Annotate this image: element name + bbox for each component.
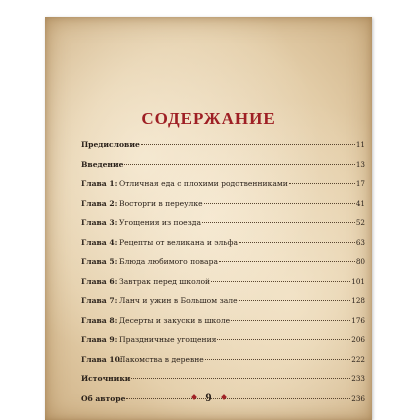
toc-entry-page: 236	[351, 393, 365, 403]
toc-entry-label: Глава 7:	[81, 296, 118, 305]
dot-leader	[231, 320, 350, 321]
toc-entry	[81, 355, 365, 375]
toc-entry-title: Ланч и ужин в Большом зале	[119, 296, 238, 305]
toc-entry-page: 80	[355, 257, 365, 266]
right-diamond-ornament	[221, 394, 227, 400]
toc-entry-page: 17	[355, 179, 365, 188]
dot-leader	[202, 222, 355, 223]
toc-entry	[81, 316, 365, 336]
toc-entry-page: 222	[351, 354, 365, 364]
toc-entry-page: 206	[351, 335, 365, 344]
toc-entry-page: 41	[355, 198, 365, 208]
dot-leader	[289, 183, 355, 184]
toc-entry-page: 101	[351, 276, 365, 286]
toc-entry-title: Блюда любимого повара	[119, 257, 218, 266]
toc-entry-label: Глава 3:	[81, 218, 118, 227]
toc-entry-title: Десерты и закуски в школе	[119, 315, 231, 325]
dot-leader	[219, 261, 355, 262]
toc-entry-title: Восторги в переулке	[119, 198, 203, 208]
toc-entry	[81, 199, 365, 219]
toc-entry-label: Глава 2:	[81, 198, 118, 208]
toc-entry-title: Рецепты от великана и эльфа	[119, 237, 238, 247]
page-number	[45, 390, 372, 405]
toc-entry-page: 52	[355, 218, 365, 227]
toc-entry	[81, 277, 365, 297]
toc-entry-page: 11	[355, 140, 365, 149]
left-diamond-ornament	[191, 394, 197, 400]
toc-entry-page: 128	[351, 296, 365, 305]
toc-entry	[81, 160, 365, 180]
page-title: СОДЕРЖАНИЕ	[141, 109, 276, 128]
dot-leader	[217, 339, 350, 340]
book-page	[45, 17, 372, 420]
toc-entry-label: Глава 1:	[81, 179, 118, 188]
toc-entry-title: Лакомства в деревне	[119, 354, 204, 364]
dot-leader	[205, 359, 350, 360]
dot-leader	[131, 378, 350, 379]
toc-entry-title: Завтрак перед школой	[119, 276, 211, 286]
toc-entry	[81, 179, 365, 199]
toc-entry-title: Праздничные угощения	[119, 335, 217, 344]
toc-entry	[81, 218, 365, 238]
toc-entry-page: 176	[351, 315, 365, 325]
toc-entry-page: 233	[351, 374, 365, 383]
toc-entry-label: Глава 8:	[81, 315, 118, 325]
toc-entry	[81, 335, 365, 355]
toc-entry-label: Глава 5:	[81, 257, 118, 266]
dot-leader	[211, 281, 350, 282]
toc-entry-title: Отличная еда с плохими родственниками	[119, 179, 288, 188]
toc-entry-title: Угощения из поезда	[119, 218, 202, 227]
toc-entry-label: Глава 9:	[81, 335, 118, 344]
dot-leader	[239, 242, 355, 243]
toc-entry-label: Глава 4:	[81, 237, 118, 247]
table-of-contents	[81, 140, 365, 413]
toc-entry-label: Глава 10:	[81, 354, 123, 364]
toc-entry-label: Глава 6:	[81, 276, 118, 286]
toc-entry-label: Источники	[81, 374, 131, 383]
toc-entry-page: 13	[355, 159, 365, 169]
page-number-value: 9	[205, 390, 212, 404]
toc-entry-label: Об авторе	[81, 393, 126, 403]
dot-leader	[204, 203, 355, 204]
toc-entry-label: Введение	[81, 159, 124, 169]
dot-leader	[141, 144, 355, 145]
toc-entry-page: 63	[355, 237, 365, 247]
toc-entry-label: Предисловие	[81, 140, 140, 149]
dot-leader	[124, 164, 354, 165]
toc-entry	[81, 238, 365, 258]
toc-entry	[81, 296, 365, 316]
toc-entry	[81, 257, 365, 277]
toc-entry	[81, 140, 365, 160]
dot-leader	[239, 300, 351, 301]
